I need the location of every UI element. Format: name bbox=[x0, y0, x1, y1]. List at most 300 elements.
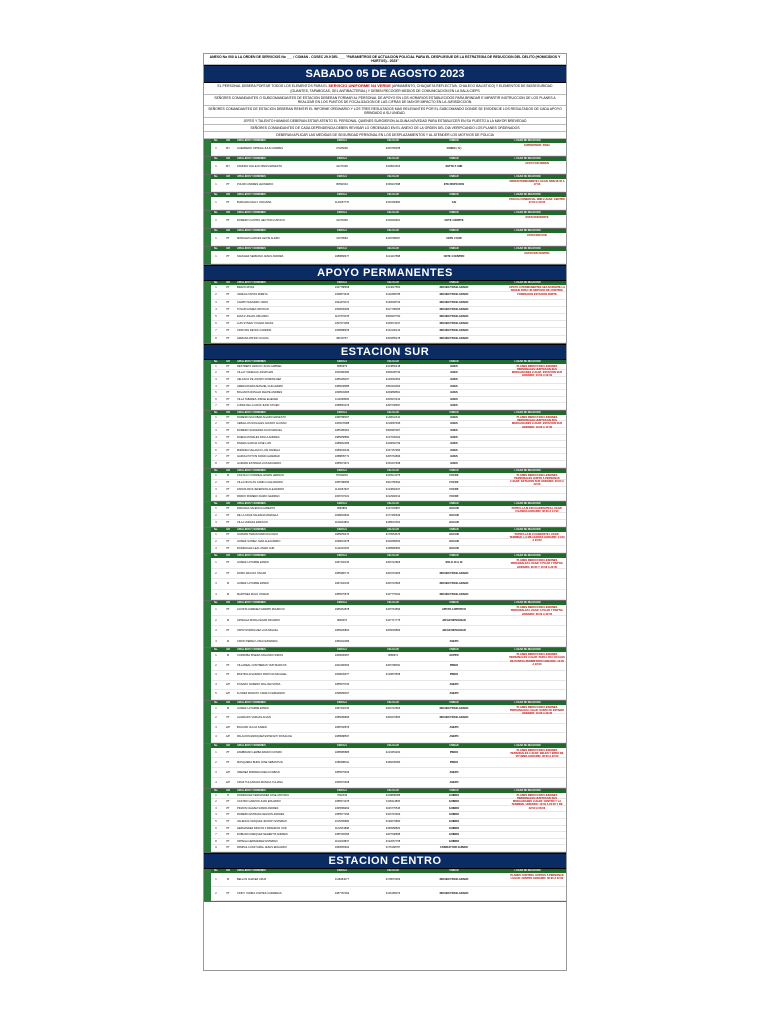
table-cell: 3 bbox=[215, 725, 217, 729]
table-cell: PT bbox=[226, 404, 230, 408]
column-header: UNIDAD bbox=[449, 139, 459, 143]
table-cell bbox=[367, 681, 419, 690]
location-cell-spacer bbox=[489, 724, 566, 733]
column-header: LUGAR DE REACCION bbox=[514, 869, 541, 873]
reaction-location: ESTACION SUR bbox=[527, 234, 547, 238]
order-sheet bbox=[203, 53, 567, 971]
table-cell: JIMENEZ MIRANDA DIEGO FABIAN bbox=[237, 770, 280, 774]
column-header: GR bbox=[226, 211, 230, 215]
personnel-group bbox=[204, 411, 566, 469]
column-header: CEDULA bbox=[337, 601, 347, 605]
table-cell: RECIEN TRASLADADO bbox=[439, 329, 469, 333]
reaction-location: PLANES REDUCCION LESIONES PERSONALES HURTOS EN SUS MODALIDADES LUGAR: ESTACION SUR HORARIO: 10:00 A 22:00 bbox=[511, 364, 563, 378]
table-cell: ASEPO bbox=[449, 770, 459, 774]
column-header: CELULAR bbox=[387, 281, 399, 285]
table-cell: 3 bbox=[215, 673, 217, 677]
table-cell: 07945098 bbox=[336, 147, 348, 151]
location-cell-spacer bbox=[489, 839, 566, 845]
table-cell: RECIEN TRASLADADO bbox=[439, 307, 469, 311]
table-cell: 3206970432 bbox=[385, 397, 401, 401]
location-cell-spacer bbox=[489, 546, 566, 552]
table-cell: 6 bbox=[215, 826, 217, 830]
table-cell: A/P bbox=[225, 692, 231, 696]
table-cell: PT bbox=[226, 480, 230, 484]
column-header: GR bbox=[226, 869, 230, 873]
column-header: CEDULA bbox=[337, 743, 347, 747]
column-header: LUGAR DE REACCION bbox=[514, 211, 541, 215]
table-cell: 1085574075 bbox=[334, 800, 350, 804]
column-header: APELLIDOS Y NOMBRES bbox=[237, 648, 266, 652]
table-cell: 1085573971 bbox=[334, 462, 350, 466]
table-cell: GOES bbox=[450, 384, 458, 388]
table-cell: FUCOF bbox=[449, 487, 459, 491]
column-header: No. bbox=[214, 211, 218, 215]
table-cell: 7 bbox=[215, 833, 217, 837]
location-cell-spacer bbox=[489, 579, 566, 589]
column-header: APELLIDOS Y NOMBRES bbox=[237, 359, 266, 363]
table-cell: 1085464878 bbox=[334, 608, 350, 612]
table-cell: GUZMAN ESTRADA LUIS EDUARDO bbox=[237, 462, 282, 466]
location-cell-spacer bbox=[489, 513, 566, 519]
table-cell: 4 bbox=[215, 592, 217, 596]
table-cell: SI bbox=[226, 618, 230, 622]
table-cell: RECIEN TRASLADADO bbox=[439, 878, 469, 882]
group-side-label bbox=[204, 469, 211, 501]
table-cell: 3046775545 bbox=[385, 806, 401, 810]
table-cell: 1099500486 bbox=[334, 307, 350, 311]
table-row bbox=[211, 845, 566, 852]
group-side-label bbox=[204, 229, 211, 246]
table-cell: 2 bbox=[215, 663, 217, 667]
table-cell: CAI bbox=[451, 201, 457, 205]
location-cell-spacer bbox=[489, 397, 566, 403]
table-cell: ROMO ARAUJO OSCAR bbox=[237, 571, 267, 575]
column-header: GR bbox=[226, 648, 230, 652]
location-cell-spacer bbox=[489, 616, 566, 626]
table-cell: PT bbox=[226, 300, 230, 304]
personnel-group bbox=[204, 139, 566, 157]
table-cell: 1095589964 bbox=[334, 806, 350, 810]
table-cell: 3177466549 bbox=[385, 513, 401, 517]
table-cell: 1085788996 bbox=[334, 480, 350, 484]
table-cell: MY bbox=[226, 165, 230, 169]
table-cell: 1098573915 bbox=[334, 293, 350, 297]
table-row bbox=[211, 300, 566, 307]
table-cell: DE LA CRUZ SALDANA MARCELA bbox=[237, 513, 279, 517]
table-cell: BURGADA KELLY JOHANNA bbox=[237, 201, 272, 205]
column-header: No. bbox=[214, 410, 218, 414]
table-cell: PT bbox=[226, 892, 230, 896]
header-note: ANEXO No 000 A LA ORDEN DE SERVICIOS No ___ / COMAN - COSEC 29.9 DEL ___ "PARAMETROS DE ACTUACION POLICIAL PARA EL DESPLIEGUE DE LA ESTRATEGIA DE REDUCCION DEL DELITO (HOMICIDIOS Y HURTOS) - 2023" bbox=[204, 54, 566, 65]
table-cell: 2 bbox=[215, 422, 217, 426]
table-cell: 3167717775 bbox=[385, 618, 401, 622]
table-cell: A/P bbox=[225, 682, 231, 686]
table-row bbox=[211, 616, 566, 627]
reaction-location: PLANES REDUCCION LESIONES PERSONALES HURTO A PERSONAS LUGAR: ESTACION SUR HORARIO: 06:00 A 22:00 bbox=[510, 473, 564, 487]
table-cell: ARTEAGA MORA CESAR RICARDO bbox=[237, 618, 280, 622]
reaction-location: PLANES REDUCCION LESIONES PERSONALES LUGAR: 6 PILAR Y PARTAL HORARIO: 06:00 Y 10:00 A 22:00 bbox=[510, 559, 564, 569]
table-cell: PT bbox=[226, 806, 230, 810]
personnel-group bbox=[204, 701, 566, 744]
table-cell bbox=[367, 778, 419, 787]
column-header: CELULAR bbox=[387, 193, 399, 197]
column-header: CEDULA bbox=[337, 869, 347, 873]
table-cell: 1 bbox=[215, 506, 217, 510]
table-cell: 1 bbox=[215, 608, 217, 612]
table-cell: 80591504 bbox=[336, 183, 348, 187]
column-header: GR bbox=[226, 601, 230, 605]
group-side-label bbox=[204, 701, 211, 743]
column-header: UNIDAD bbox=[449, 601, 459, 605]
table-cell: ORTEGA HERNANDEZ ESTEBAN bbox=[237, 839, 278, 843]
table-cell: 8 bbox=[215, 839, 217, 843]
column-header: CELULAR bbox=[387, 157, 399, 161]
table-cell: ASEPO bbox=[449, 735, 459, 739]
table-cell: VELASCO PE JONATO DOMINGUEZ bbox=[237, 377, 282, 381]
group-body bbox=[211, 247, 566, 264]
group-side-label bbox=[204, 211, 211, 228]
column-header: GR bbox=[226, 554, 230, 558]
table-cell: 9893070 bbox=[336, 618, 348, 622]
table-cell: PINKO bbox=[449, 750, 459, 754]
table-row bbox=[211, 403, 566, 410]
column-header: CEDULA bbox=[337, 211, 347, 215]
column-header: CELULAR bbox=[387, 229, 399, 233]
table-cell: 3148642610 bbox=[385, 415, 401, 419]
table-cell: 1088760876 bbox=[334, 725, 350, 729]
table-cell: 3176564676 bbox=[385, 532, 401, 536]
table-cell: DIAZ R JOHAN ORLANDO bbox=[237, 314, 269, 318]
column-header: No. bbox=[214, 139, 218, 143]
table-cell: GUINDO bbox=[448, 800, 460, 804]
table-cell: PT bbox=[226, 322, 230, 326]
column-header: No. bbox=[214, 743, 218, 747]
table-cell: 1066078088 bbox=[334, 422, 350, 426]
table-cell: 10076399 bbox=[336, 219, 348, 223]
centro-table bbox=[204, 869, 566, 902]
table-cell: A/P bbox=[225, 725, 231, 729]
column-header: UNIDAD bbox=[449, 229, 459, 233]
table-cell: PT bbox=[226, 462, 230, 466]
table-cell: RECIEN TRASLADADO bbox=[439, 286, 469, 290]
instruction-text: JEFES Y TALENTO HUMANO DEBERAN ESTAR ATENTO EL PERSONAL QUIENES SURGIERON ALGUNA NOVEDAD PARA ESTABLECER EN SU PUESTO A LA MAYOR BREVEDAD bbox=[243, 118, 527, 123]
table-cell: 1087787062 bbox=[334, 892, 350, 896]
table-row bbox=[211, 314, 566, 321]
personnel-group bbox=[204, 789, 566, 853]
instruction-note bbox=[204, 125, 566, 132]
column-header: CEDULA bbox=[337, 648, 347, 652]
column-header: UNIDAD bbox=[449, 247, 459, 251]
column-header: APELLIDOS Y NOMBRES bbox=[237, 281, 266, 285]
column-header: GR bbox=[226, 247, 230, 251]
table-cell: 3150407698 bbox=[385, 462, 401, 466]
table-cell: VANEGA TAPIAS MIREYA bbox=[237, 293, 268, 297]
table-cell: 3 bbox=[215, 770, 217, 774]
table-row bbox=[211, 307, 566, 314]
table-cell bbox=[367, 690, 419, 699]
table-cell: 4 bbox=[215, 682, 217, 686]
table-cell: 3206798091 bbox=[385, 663, 401, 667]
personnel-group bbox=[204, 648, 566, 701]
reaction-location: PLANES REDUCCION LESIONES PERSONALES LUGAR: SANTA FE ESTADIO HORARIO: 10:00 A 22:00 bbox=[509, 705, 565, 716]
column-header: CELULAR bbox=[387, 359, 399, 363]
table-cell: GUINDO bbox=[448, 833, 460, 837]
column-header: UNIDAD bbox=[449, 281, 459, 285]
table-cell: 2 bbox=[215, 892, 217, 896]
reaction-location: ESTACION NORTE bbox=[525, 216, 549, 220]
table-cell: 3136548703 bbox=[385, 300, 401, 304]
location-cell-spacer bbox=[489, 714, 566, 723]
table-cell: 3104627560 bbox=[385, 286, 401, 290]
group-side-label bbox=[204, 157, 211, 174]
table-cell: PT bbox=[226, 629, 230, 633]
instruction-text: SEÑORES COMANDANTES DE ESTACION DEBERAN REMITIR EL INFORME ORDINARIO Y LOS TRES RESULTADOS MAS RELEVANTES POR EL SUBCOMANDO DONDE SE EVIDENCIE LOS RESULTADOS DE CADA APOYO BRINDADO A SU UNIDAD. bbox=[208, 107, 562, 116]
table-cell: 10271599 bbox=[336, 165, 348, 169]
table-cell: RECIEN TRASLADADO bbox=[439, 592, 469, 596]
column-header: GR bbox=[226, 229, 230, 233]
location-cell-spacer bbox=[489, 758, 566, 767]
column-header: APELLIDOS Y NOMBRES bbox=[237, 554, 266, 558]
table-cell: PT bbox=[226, 520, 230, 524]
table-cell: CAMPO NAVARRO JAIRO bbox=[237, 300, 269, 304]
table-row bbox=[211, 384, 566, 391]
table-cell: PT bbox=[226, 391, 230, 395]
column-header: LUGAR DE REACCION bbox=[514, 247, 541, 251]
table-cell: PARANGA VALENCIA ALBERTO bbox=[237, 506, 276, 510]
table-cell: 3217636022 bbox=[385, 435, 401, 439]
table-cell: GOES bbox=[450, 404, 458, 408]
location-cell-spacer bbox=[489, 637, 566, 647]
table-cell: TOVAR GOMEZ CRISTIAN bbox=[237, 307, 269, 311]
column-header: LUGAR DE REACCION bbox=[514, 501, 541, 505]
column-header: CELULAR bbox=[387, 247, 399, 251]
table-cell: 3145662654 bbox=[385, 377, 401, 381]
location-cell-spacer bbox=[489, 336, 566, 342]
table-cell: 1098588405 bbox=[334, 329, 350, 333]
column-header: CEDULA bbox=[337, 554, 347, 558]
table-cell: PT bbox=[226, 255, 230, 259]
table-cell: 1088062386 bbox=[334, 442, 350, 446]
group-side-label bbox=[204, 247, 211, 264]
column-header: CEDULA bbox=[337, 527, 347, 531]
column-header: UNIDAD bbox=[449, 788, 459, 792]
group-side-label bbox=[204, 601, 211, 647]
table-cell: SI bbox=[226, 878, 230, 882]
group-body bbox=[211, 229, 566, 246]
table-cell: PT bbox=[226, 371, 230, 375]
table-cell: RUEDA MUNALES PAOLA ANDREA bbox=[237, 435, 280, 439]
table-cell: LUIS STIVEN YUSARA NAVAS bbox=[237, 322, 274, 326]
table-cell: PT bbox=[226, 384, 230, 388]
table-cell: 2 bbox=[215, 760, 217, 764]
table-cell: 1098694694 bbox=[334, 513, 350, 517]
table-cell: MARTINEZ MALO OSWAR bbox=[237, 592, 269, 596]
table-cell: JAFAD MOVILIDAD bbox=[442, 618, 466, 622]
column-header: GR bbox=[226, 139, 230, 143]
table-cell: 1085499027 bbox=[334, 377, 350, 381]
table-row bbox=[211, 758, 566, 768]
column-header: UNIDAD bbox=[449, 359, 459, 363]
location-cell-spacer bbox=[489, 377, 566, 383]
table-cell: 1069096957 bbox=[334, 654, 350, 658]
table-cell: PT bbox=[226, 201, 230, 205]
table-cell: 7 bbox=[215, 404, 217, 408]
location-cell-spacer bbox=[489, 690, 566, 699]
column-header: GR bbox=[226, 175, 230, 179]
table-row bbox=[211, 819, 566, 826]
table-cell: MY bbox=[226, 147, 230, 151]
table-cell: 1085055470 bbox=[334, 532, 350, 536]
table-cell: ESTTE 5 LMD bbox=[445, 165, 463, 169]
column-header: CEDULA bbox=[337, 410, 347, 414]
table-cell: PT bbox=[226, 435, 230, 439]
table-cell: 3050404004 bbox=[385, 384, 401, 388]
table-cell: MIRANDA VELASCO LUIS DANIELA bbox=[237, 448, 281, 452]
table-cell: PT bbox=[226, 183, 230, 187]
column-header: GR bbox=[226, 359, 230, 363]
table-cell: 6 bbox=[215, 397, 217, 401]
column-header: APELLIDOS Y NOMBRES bbox=[237, 501, 266, 505]
column-header: No. bbox=[214, 281, 218, 285]
table-cell: 1088988697 bbox=[334, 735, 350, 739]
table-cell: 3158447998 bbox=[385, 183, 401, 187]
group-side-label bbox=[204, 528, 211, 554]
table-cell: 1 bbox=[215, 237, 217, 241]
table-cell: 3124447898 bbox=[385, 255, 401, 259]
table-cell: 1085089896 bbox=[334, 716, 350, 720]
reaction-location: ORDEN PERMANENTE LUGAR: NNN 06:00 A 17:00 bbox=[509, 180, 565, 187]
table-cell: BASTIDA ALVARADO PANTOJA MICHAEL bbox=[237, 673, 287, 677]
table-cell: 3132067768 bbox=[385, 839, 401, 843]
table-cell: PT bbox=[226, 833, 230, 837]
table-cell: 1 bbox=[215, 473, 217, 477]
table-cell: PT bbox=[226, 513, 230, 517]
table-cell: 3136079890 bbox=[385, 820, 401, 824]
table-cell: 1109604861 bbox=[334, 520, 350, 524]
column-header: No. bbox=[214, 700, 218, 704]
table-cell: 1 bbox=[215, 183, 217, 187]
table-cell: PT bbox=[226, 329, 230, 333]
table-cell: 1087440015 bbox=[334, 706, 350, 710]
table-cell: CEBALLOS NOGALES JHONNY ALONSO bbox=[237, 422, 287, 426]
column-header: CELULAR bbox=[387, 527, 399, 531]
table-cell: RECIEN TRASLADADO bbox=[439, 571, 469, 575]
table-cell: FUCOF bbox=[449, 480, 459, 484]
table-cell: RECIEN TRASLADADO bbox=[439, 322, 469, 326]
table-cell: 3210453264 bbox=[385, 750, 401, 754]
apoyo-table bbox=[204, 281, 566, 344]
table-cell: VILLA VARGAS ERIKSON bbox=[237, 520, 268, 524]
column-header: APELLIDOS Y NOMBRES bbox=[237, 139, 266, 143]
table-cell: PT bbox=[226, 397, 230, 401]
location-cell-spacer bbox=[489, 384, 566, 390]
table-cell: 6 bbox=[215, 448, 217, 452]
table-cell: GOES bbox=[450, 429, 458, 433]
table-cell: PT bbox=[226, 532, 230, 536]
location-cell-spacer bbox=[489, 812, 566, 818]
table-row bbox=[211, 435, 566, 442]
table-cell: GOES bbox=[450, 442, 458, 446]
table-cell: GOMEZ GOMEZ JHAN ALEJANDRO bbox=[237, 539, 281, 543]
group-side-label bbox=[204, 411, 211, 468]
table-cell: 1089402089 bbox=[334, 639, 350, 643]
column-header: GR bbox=[226, 788, 230, 792]
table-cell: PT bbox=[226, 539, 230, 543]
table-cell: 3188016504 bbox=[385, 520, 401, 524]
table-cell: PT bbox=[226, 336, 230, 340]
table-cell: LOPEZ DE LA CRUZ JHON STIVEN bbox=[237, 404, 280, 408]
table-cell: 1113668995 bbox=[334, 397, 350, 401]
table-row bbox=[211, 397, 566, 404]
table-cell: 1015265884 bbox=[334, 820, 350, 824]
personnel-group bbox=[204, 528, 566, 555]
location-cell-spacer bbox=[489, 328, 566, 334]
table-cell: CINDY YADIRA CORTES CARDENAS bbox=[237, 892, 282, 896]
column-header: UNIDAD bbox=[449, 743, 459, 747]
table-cell: BOLANOS RONALD FELIPE ANDRES bbox=[237, 391, 283, 395]
table-cell: IT bbox=[226, 793, 230, 797]
table-cell: HERNANDEZ RINCON F BRANDON YAIR bbox=[237, 826, 287, 830]
reaction-location: PLANES REDUCCION LESIONES PERSONALES HURTOS EN SUS MODALIDADES LUGAR: ESTACION SUR HORARIO: 10:00 A 17:00 bbox=[511, 415, 563, 429]
instruction-note bbox=[204, 132, 566, 139]
table-cell: PT bbox=[226, 364, 230, 368]
table-row bbox=[211, 778, 566, 788]
table-cell: 3 bbox=[215, 377, 217, 381]
table-cell: 3157157994 bbox=[385, 448, 401, 452]
table-cell: GOES bbox=[450, 397, 458, 401]
table-row bbox=[211, 714, 566, 724]
instruction-note bbox=[204, 118, 566, 125]
table-cell: 5 bbox=[215, 391, 217, 395]
location-cell-spacer bbox=[489, 390, 566, 396]
table-cell: 4 bbox=[215, 435, 217, 439]
column-header: LUGAR DE REACCION bbox=[514, 601, 541, 605]
column-header: CELULAR bbox=[387, 554, 399, 558]
table-cell: GUCAR bbox=[449, 520, 459, 524]
column-header: No. bbox=[214, 175, 218, 179]
table-cell: 1027788658 bbox=[334, 286, 350, 290]
table-cell: CORDOBA PINEDA ORLANDO SIMON bbox=[237, 654, 283, 658]
table-cell: VALENCIA VASQUEZ JHONNY ESTEBAN bbox=[237, 820, 287, 824]
table-row bbox=[211, 546, 566, 553]
table-cell: 3108798007 bbox=[385, 237, 401, 241]
table-row bbox=[211, 454, 566, 461]
table-cell: 1102531898 bbox=[334, 826, 350, 830]
column-header: No. bbox=[214, 193, 218, 197]
table-cell: 8 bbox=[215, 336, 217, 340]
table-cell: PT bbox=[226, 571, 230, 575]
table-cell: 1088985885 bbox=[334, 750, 350, 754]
personnel-group bbox=[204, 744, 566, 789]
table-cell: 1085058890 bbox=[334, 435, 350, 439]
table-cell: 3104860418 bbox=[385, 364, 401, 368]
table-row bbox=[211, 887, 566, 901]
location-cell-spacer bbox=[489, 428, 566, 434]
leadership-table bbox=[204, 139, 566, 265]
location-cell-spacer bbox=[489, 300, 566, 306]
table-cell: 6 bbox=[215, 322, 217, 326]
table-cell: 7832049 bbox=[336, 793, 348, 797]
column-header: LUGAR DE REACCION bbox=[514, 648, 541, 652]
table-cell: 4 bbox=[215, 780, 217, 784]
table-cell: 3205765458 bbox=[385, 147, 401, 151]
table-cell: 9984869 bbox=[336, 506, 348, 510]
location-cell-spacer bbox=[489, 494, 566, 500]
column-header: CEDULA bbox=[337, 175, 347, 179]
reaction-location: POLICIA COMERCIAL NNN LUGAR: CENTRO 07:00 A 20:00 bbox=[509, 198, 565, 205]
table-cell: 3108489603 bbox=[385, 539, 401, 543]
column-header: CELULAR bbox=[387, 700, 399, 704]
